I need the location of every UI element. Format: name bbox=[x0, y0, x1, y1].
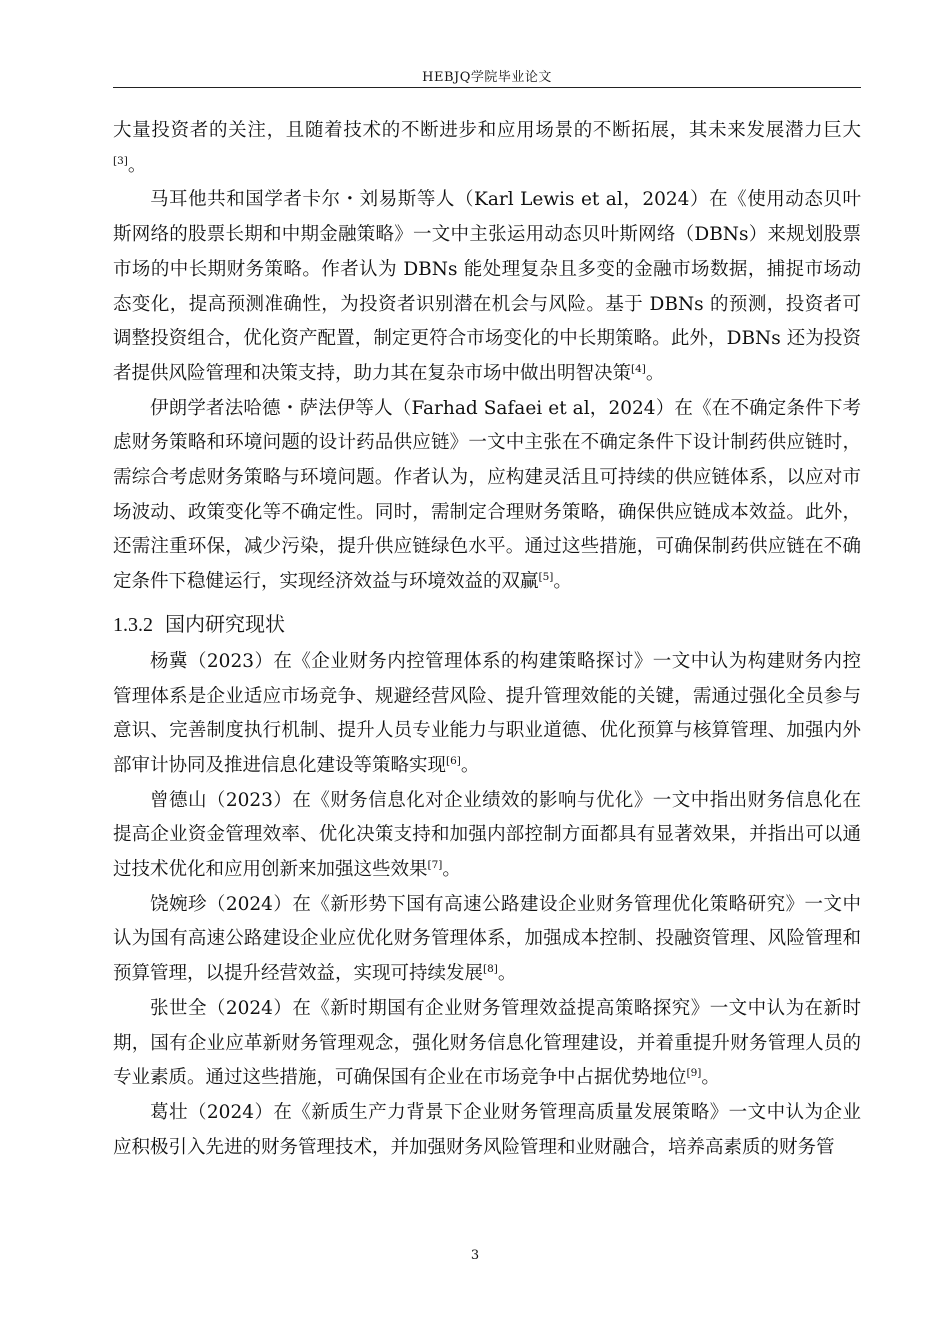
paragraph-yang-ji: 杨冀（2023）在《企业财务内控管理体系的构建策略探讨》一文中认为构建财务内控管理体系是企业适应市场竞争、规避经营风险、提升管理效能的关键，需通过强化全员参与意识、完善制度执行机制、提升人员专业能力与职业道德、优化预算与核算管理、加强内外部审计协同及推进信息化建设等策略实现[6]。 bbox=[113, 650, 861, 776]
paragraph-ge-zhuang: 葛壮（2024）在《新质生产力背景下企业财务管理高质量发展策略》一文中认为企业应积极引入先进的财务管理技术，并加强财务风险管理和业财融合，培养高素质的财务管 bbox=[113, 1101, 861, 1158]
body-text bbox=[113, 114, 861, 1165]
running-header: HEBJQ学院毕业论文 bbox=[422, 70, 552, 85]
paragraph-rao-wanzhen: 饶婉珍（2024）在《新形势下国有高速公路建设企业财务管理优化策略研究》一文中认为国有高速公路建设企业应优化财务管理体系，加强成本控制、投融资管理、风险管理和预算管理，以提升经营效益，实现可持续发展[8]。 bbox=[113, 893, 861, 985]
section-heading bbox=[113, 606, 861, 643]
citation-ref: [6] bbox=[446, 754, 461, 767]
paragraph-continuation: 大量投资者的关注，且随着技术的不断进步和应用场景的不断拓展，其未来发展潜力巨大[3]。 bbox=[113, 120, 861, 176]
page-number: 3 bbox=[470, 1248, 480, 1263]
citation-ref: [3] bbox=[113, 154, 128, 167]
paragraph-zhang-shiquan: 张世全（2024）在《新时期国有企业财务管理效益提高策略探究》一文中认为在新时期，国有企业应革新财务管理观念，强化财务信息化管理建设，并着重提升财务管理人员的专业素质。通过这些措施，可确保国有企业在市场竞争中占据优势地位[9]。 bbox=[113, 997, 861, 1089]
header-rule bbox=[113, 87, 861, 88]
paragraph-farhad-safaei: 伊朗学者法哈德・萨法伊等人（Farhad Safaei et al，2024）在《在不确定条件下考虑财务策略和环境问题的设计药品供应链》一文中主张在不确定条件下设计制药供应链时，需综合考虑财务策略与环境问题。作者认为，应构建灵活且可持续的供应链体系，以应对市场波动、政策变化等不确定性。同时，需制定合理财务策略，确保供应链成本效益。此外，还需注重环保，减少污染，提升供应链绿色水平。通过这些措施，可确保制药供应链在不确定条件下稳健运行，实现经济效益与环境效益的双赢[5]。 bbox=[113, 397, 861, 593]
section-number: 1.3.2 bbox=[113, 613, 153, 636]
paragraph-karl-lewis: 马耳他共和国学者卡尔・刘易斯等人（Karl Lewis et al，2024）在《使用动态贝叶斯网络的股票长期和中期金融策略》一文中主张运用动态贝叶斯网络（DBNs）来规划股票市场的中长期财务策略。作者认为 DBNs 能处理复杂且多变的金融市场数据，捕捉市场动态变化，提高预测准确性，为投资者识别潜在机会与风险。基于 DBNs 的预测，投资者可调整投资组合，优化资产配置，制定更符合市场变化的中长期策略。此外，DBNs 还为投资者提供风险管理和决策支持，助力其在复杂市场中做出明智决策[4]。 bbox=[113, 189, 861, 384]
citation-ref: [8] bbox=[483, 963, 498, 976]
section-title: 国内研究现状 bbox=[165, 611, 285, 636]
citation-ref: [7] bbox=[427, 858, 443, 871]
citation-ref: [9] bbox=[686, 1067, 702, 1080]
citation-ref: [4] bbox=[631, 362, 646, 375]
paragraph-zeng-deshan: 曾德山（2023）在《财务信息化对企业绩效的影响与优化》一文中指出财务信息化在提高企业资金管理效率、优化决策支持和加强内部控制方面都具有显著效果，并指出可以通过技术优化和应用创新来加强这些效果[7]。 bbox=[113, 789, 861, 881]
citation-ref: [5] bbox=[538, 570, 554, 583]
